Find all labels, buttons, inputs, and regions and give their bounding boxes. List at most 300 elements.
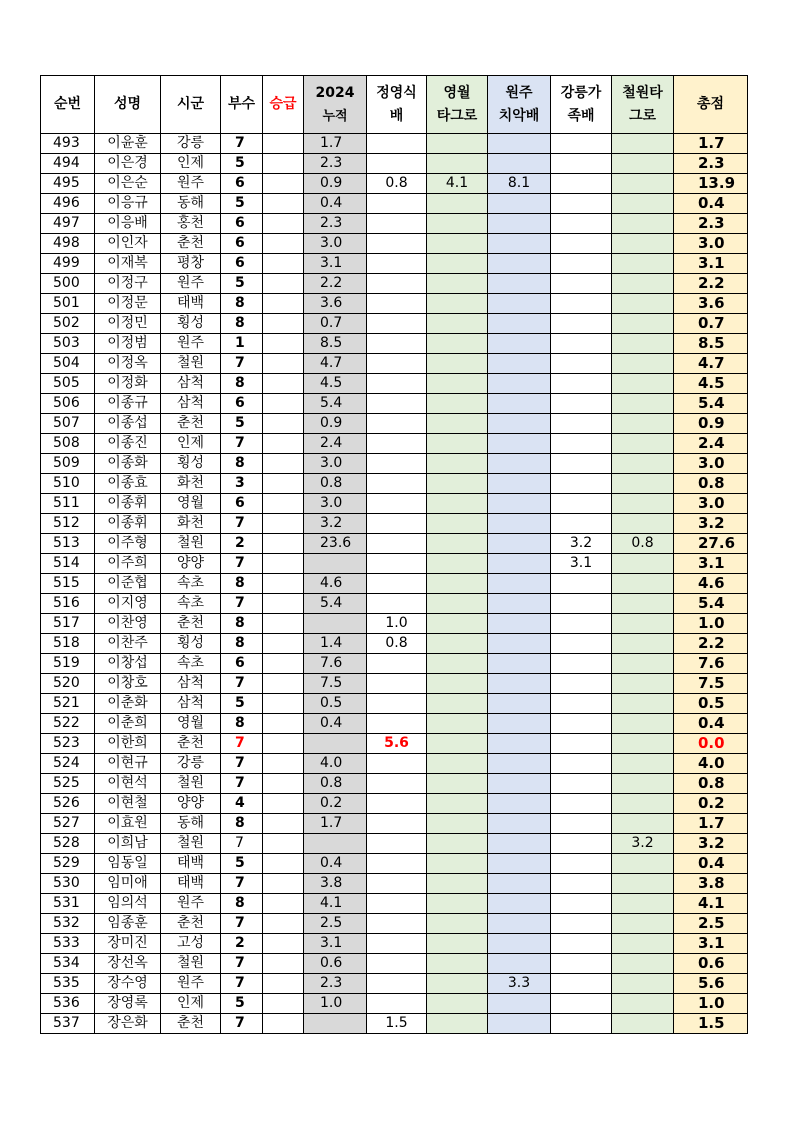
cell-2024: 3.1 <box>304 934 367 954</box>
cell-jys <box>367 754 427 774</box>
cell-promotion <box>263 734 304 754</box>
cell-city: 춘천 <box>161 1014 221 1034</box>
header-promotion: 승급 <box>263 76 304 134</box>
table-row <box>41 474 748 494</box>
cell-2024: 1.7 <box>304 134 367 154</box>
cell-2024: 0.2 <box>304 794 367 814</box>
cell-bu: 6 <box>221 394 263 414</box>
cell-no: 500 <box>41 274 95 294</box>
cell-wj <box>488 434 551 454</box>
cell-jys: 1.5 <box>367 1014 427 1034</box>
cell-no: 518 <box>41 634 95 654</box>
cell-promotion <box>263 374 304 394</box>
cell-cw <box>612 854 674 874</box>
cell-wj <box>488 154 551 174</box>
cell-promotion <box>263 234 304 254</box>
cell-promotion <box>263 314 304 334</box>
header-gn <box>551 76 612 134</box>
cell-city: 철원 <box>161 954 221 974</box>
cell-jys <box>367 554 427 574</box>
cell-total: 1.7 <box>674 814 748 834</box>
cell-gn <box>551 434 612 454</box>
cell-name: 이종효 <box>95 474 161 494</box>
cell-promotion <box>263 634 304 654</box>
cell-cw <box>612 474 674 494</box>
cell-yw <box>427 314 488 334</box>
cell-gn <box>551 774 612 794</box>
cell-bu: 4 <box>221 794 263 814</box>
cell-name: 이정문 <box>95 294 161 314</box>
cell-2024: 1.4 <box>304 634 367 654</box>
cell-total: 0.4 <box>674 194 748 214</box>
cell-bu: 7 <box>221 1014 263 1034</box>
header-total: 총점 <box>674 76 748 134</box>
cell-gn <box>551 154 612 174</box>
cell-city: 춘천 <box>161 614 221 634</box>
cell-city: 횡성 <box>161 454 221 474</box>
cell-bu: 7 <box>221 834 263 854</box>
cell-bu: 8 <box>221 574 263 594</box>
cell-total: 3.0 <box>674 494 748 514</box>
cell-yw <box>427 934 488 954</box>
cell-yw <box>427 354 488 374</box>
table-row <box>41 634 748 654</box>
cell-total: 3.8 <box>674 874 748 894</box>
cell-bu: 7 <box>221 754 263 774</box>
table-row <box>41 874 748 894</box>
cell-yw <box>427 614 488 634</box>
cell-jys <box>367 514 427 534</box>
cell-bu: 6 <box>221 214 263 234</box>
cell-yw <box>427 434 488 454</box>
cell-bu: 5 <box>221 274 263 294</box>
cell-yw <box>427 534 488 554</box>
cell-jys <box>367 694 427 714</box>
header-row <box>41 76 748 134</box>
cell-total: 4.7 <box>674 354 748 374</box>
cell-jys: 0.8 <box>367 634 427 654</box>
cell-wj <box>488 934 551 954</box>
cell-name: 이종규 <box>95 394 161 414</box>
cell-bu: 8 <box>221 814 263 834</box>
cell-gn <box>551 514 612 534</box>
cell-bu: 5 <box>221 854 263 874</box>
cell-bu: 5 <box>221 694 263 714</box>
cell-bu: 6 <box>221 234 263 254</box>
cell-gn <box>551 194 612 214</box>
cell-total: 2.2 <box>674 274 748 294</box>
cell-jys <box>367 574 427 594</box>
cell-name: 임동일 <box>95 854 161 874</box>
cell-cw <box>612 694 674 714</box>
cell-promotion <box>263 134 304 154</box>
cell-wj <box>488 874 551 894</box>
cell-yw <box>427 214 488 234</box>
cell-2024: 0.4 <box>304 194 367 214</box>
cell-bu: 8 <box>221 454 263 474</box>
cell-jys: 5.6 <box>367 734 427 754</box>
cell-name: 이종휘 <box>95 514 161 534</box>
cell-gn <box>551 874 612 894</box>
cell-gn <box>551 1014 612 1034</box>
cell-bu: 7 <box>221 974 263 994</box>
header-jys <box>367 76 427 134</box>
cell-gn <box>551 254 612 274</box>
cell-gn <box>551 594 612 614</box>
cell-bu: 7 <box>221 774 263 794</box>
cell-name: 이은순 <box>95 174 161 194</box>
cell-no: 536 <box>41 994 95 1014</box>
cell-jys <box>367 934 427 954</box>
table-row <box>41 334 748 354</box>
cell-bu: 8 <box>221 294 263 314</box>
table-row <box>41 674 748 694</box>
cell-jys <box>367 454 427 474</box>
table-row <box>41 294 748 314</box>
cell-no: 499 <box>41 254 95 274</box>
cell-no: 503 <box>41 334 95 354</box>
cell-yw <box>427 594 488 614</box>
cell-bu: 7 <box>221 594 263 614</box>
cell-name: 이응배 <box>95 214 161 234</box>
cell-total: 0.0 <box>674 734 748 754</box>
cell-bu: 6 <box>221 654 263 674</box>
cell-gn <box>551 854 612 874</box>
cell-cw <box>612 794 674 814</box>
cell-yw <box>427 554 488 574</box>
cell-yw <box>427 654 488 674</box>
cell-bu: 8 <box>221 634 263 654</box>
cell-2024 <box>304 734 367 754</box>
cell-wj <box>488 754 551 774</box>
cell-wj <box>488 654 551 674</box>
cell-city: 속초 <box>161 574 221 594</box>
table-body <box>41 134 748 1034</box>
cell-jys <box>367 234 427 254</box>
cell-promotion <box>263 474 304 494</box>
cell-bu: 7 <box>221 354 263 374</box>
cell-jys <box>367 594 427 614</box>
cell-cw <box>612 254 674 274</box>
cell-jys <box>367 214 427 234</box>
cell-yw <box>427 834 488 854</box>
cell-gn <box>551 674 612 694</box>
score-table <box>40 75 748 1034</box>
cell-jys <box>367 194 427 214</box>
cell-name: 이정옥 <box>95 354 161 374</box>
cell-wj <box>488 994 551 1014</box>
cell-cw <box>612 734 674 754</box>
table-row <box>41 834 748 854</box>
header-yw-line1: 영월 <box>443 84 471 101</box>
cell-gn <box>551 834 612 854</box>
cell-bu: 8 <box>221 714 263 734</box>
cell-cw <box>612 514 674 534</box>
cell-city: 인제 <box>161 434 221 454</box>
cell-gn <box>551 174 612 194</box>
cell-no: 529 <box>41 854 95 874</box>
cell-promotion <box>263 274 304 294</box>
cell-yw <box>427 254 488 274</box>
cell-city: 삼척 <box>161 374 221 394</box>
cell-no: 535 <box>41 974 95 994</box>
cell-promotion <box>263 794 304 814</box>
header-yw <box>427 76 488 134</box>
cell-name: 이정화 <box>95 374 161 394</box>
table-row <box>41 994 748 1014</box>
header-jys-line2: 배 <box>389 107 404 124</box>
cell-city: 횡성 <box>161 634 221 654</box>
cell-no: 498 <box>41 234 95 254</box>
cell-city: 홍천 <box>161 214 221 234</box>
cell-city: 고성 <box>161 934 221 954</box>
cell-name: 이창섭 <box>95 654 161 674</box>
cell-total: 3.0 <box>674 454 748 474</box>
cell-name: 임종훈 <box>95 914 161 934</box>
cell-cw <box>612 894 674 914</box>
cell-wj <box>488 1014 551 1034</box>
cell-no: 507 <box>41 414 95 434</box>
cell-bu: 5 <box>221 994 263 1014</box>
cell-jys: 0.8 <box>367 174 427 194</box>
table-row <box>41 394 748 414</box>
cell-name: 이윤훈 <box>95 134 161 154</box>
cell-2024: 0.6 <box>304 954 367 974</box>
cell-gn <box>551 494 612 514</box>
cell-wj <box>488 634 551 654</box>
cell-no: 510 <box>41 474 95 494</box>
table-row <box>41 374 748 394</box>
cell-wj <box>488 394 551 414</box>
cell-city: 삼척 <box>161 394 221 414</box>
cell-bu: 7 <box>221 874 263 894</box>
cell-name: 임의석 <box>95 894 161 914</box>
cell-no: 511 <box>41 494 95 514</box>
cell-wj <box>488 534 551 554</box>
cell-yw <box>427 414 488 434</box>
cell-promotion <box>263 694 304 714</box>
cell-promotion <box>263 954 304 974</box>
cell-2024: 3.8 <box>304 874 367 894</box>
cell-name: 이정민 <box>95 314 161 334</box>
cell-yw <box>427 494 488 514</box>
table-row <box>41 794 748 814</box>
table-row <box>41 354 748 374</box>
cell-jys <box>367 414 427 434</box>
cell-2024: 3.0 <box>304 454 367 474</box>
cell-promotion <box>263 174 304 194</box>
cell-no: 532 <box>41 914 95 934</box>
cell-no: 534 <box>41 954 95 974</box>
cell-jys <box>367 494 427 514</box>
cell-city: 원주 <box>161 334 221 354</box>
cell-total: 1.7 <box>674 134 748 154</box>
cell-cw <box>612 174 674 194</box>
cell-city: 화천 <box>161 514 221 534</box>
cell-jys <box>367 394 427 414</box>
cell-yw <box>427 394 488 414</box>
cell-city: 태백 <box>161 854 221 874</box>
cell-no: 528 <box>41 834 95 854</box>
cell-yw <box>427 374 488 394</box>
cell-yw <box>427 234 488 254</box>
cell-name: 이주희 <box>95 554 161 574</box>
cell-name: 이춘화 <box>95 694 161 714</box>
cell-total: 7.6 <box>674 654 748 674</box>
cell-2024: 3.1 <box>304 254 367 274</box>
cell-city: 양양 <box>161 554 221 574</box>
cell-bu: 5 <box>221 414 263 434</box>
cell-cw: 0.8 <box>612 534 674 554</box>
cell-gn <box>551 654 612 674</box>
cell-total: 2.4 <box>674 434 748 454</box>
cell-cw <box>612 714 674 734</box>
cell-total: 2.3 <box>674 154 748 174</box>
cell-yw <box>427 154 488 174</box>
cell-jys <box>367 134 427 154</box>
cell-jys: 1.0 <box>367 614 427 634</box>
cell-2024 <box>304 1014 367 1034</box>
cell-no: 513 <box>41 534 95 554</box>
cell-total: 1.0 <box>674 614 748 634</box>
cell-2024: 3.6 <box>304 294 367 314</box>
cell-yw <box>427 974 488 994</box>
cell-jys <box>367 254 427 274</box>
cell-cw <box>612 974 674 994</box>
cell-2024: 5.4 <box>304 394 367 414</box>
header-gn-line1: 강릉가 <box>560 84 602 101</box>
cell-city: 춘천 <box>161 734 221 754</box>
cell-2024: 7.5 <box>304 674 367 694</box>
cell-gn <box>551 334 612 354</box>
header-wj <box>488 76 551 134</box>
cell-yw <box>427 1014 488 1034</box>
cell-name: 이현철 <box>95 794 161 814</box>
cell-no: 505 <box>41 374 95 394</box>
header-cw-line2: 그로 <box>628 107 657 124</box>
cell-promotion <box>263 434 304 454</box>
cell-wj <box>488 834 551 854</box>
cell-no: 530 <box>41 874 95 894</box>
cell-city: 동해 <box>161 194 221 214</box>
table-row <box>41 134 748 154</box>
cell-bu: 5 <box>221 194 263 214</box>
cell-no: 525 <box>41 774 95 794</box>
cell-gn <box>551 314 612 334</box>
cell-no: 520 <box>41 674 95 694</box>
header-wj-line1: 원주 <box>505 84 533 101</box>
table-row <box>41 454 748 474</box>
cell-city: 화천 <box>161 474 221 494</box>
cell-promotion <box>263 994 304 1014</box>
cell-2024: 2.4 <box>304 434 367 454</box>
cell-jys <box>367 374 427 394</box>
cell-total: 3.1 <box>674 554 748 574</box>
table-row <box>41 614 748 634</box>
cell-cw <box>612 434 674 454</box>
cell-gn <box>551 274 612 294</box>
cell-no: 496 <box>41 194 95 214</box>
table-row <box>41 1014 748 1034</box>
cell-total: 3.0 <box>674 234 748 254</box>
cell-no: 506 <box>41 394 95 414</box>
cell-name: 이은경 <box>95 154 161 174</box>
cell-gn <box>551 134 612 154</box>
table-row <box>41 314 748 334</box>
table-row <box>41 894 748 914</box>
table-row <box>41 574 748 594</box>
cell-gn <box>551 574 612 594</box>
cell-city: 춘천 <box>161 914 221 934</box>
cell-yw <box>427 954 488 974</box>
cell-2024: 0.8 <box>304 774 367 794</box>
cell-yw <box>427 574 488 594</box>
cell-2024: 0.8 <box>304 474 367 494</box>
table-row <box>41 754 748 774</box>
cell-cw <box>612 654 674 674</box>
cell-city: 원주 <box>161 274 221 294</box>
cell-jys <box>367 434 427 454</box>
cell-gn <box>551 454 612 474</box>
cell-2024: 0.4 <box>304 714 367 734</box>
cell-no: 501 <box>41 294 95 314</box>
table-row <box>41 554 748 574</box>
cell-2024: 5.4 <box>304 594 367 614</box>
cell-city: 철원 <box>161 534 221 554</box>
cell-jys <box>367 674 427 694</box>
cell-cw <box>612 454 674 474</box>
cell-promotion <box>263 594 304 614</box>
cell-wj <box>488 734 551 754</box>
cell-promotion <box>263 534 304 554</box>
cell-cw <box>612 814 674 834</box>
cell-cw <box>612 334 674 354</box>
cell-wj <box>488 314 551 334</box>
cell-total: 0.6 <box>674 954 748 974</box>
cell-promotion <box>263 254 304 274</box>
cell-no: 494 <box>41 154 95 174</box>
cell-name: 이지영 <box>95 594 161 614</box>
cell-yw <box>427 294 488 314</box>
cell-name: 이종진 <box>95 434 161 454</box>
cell-no: 512 <box>41 514 95 534</box>
cell-yw <box>427 334 488 354</box>
cell-cw <box>612 414 674 434</box>
header-2024 <box>304 76 367 134</box>
cell-cw <box>612 754 674 774</box>
cell-wj <box>488 594 551 614</box>
cell-bu: 6 <box>221 174 263 194</box>
cell-wj <box>488 214 551 234</box>
header-no: 순번 <box>41 76 95 134</box>
cell-wj <box>488 554 551 574</box>
table-row <box>41 274 748 294</box>
table-row <box>41 774 748 794</box>
cell-promotion <box>263 834 304 854</box>
cell-gn <box>551 954 612 974</box>
cell-2024: 2.3 <box>304 974 367 994</box>
cell-wj: 3.3 <box>488 974 551 994</box>
cell-total: 1.0 <box>674 994 748 1014</box>
cell-gn <box>551 294 612 314</box>
cell-name: 이찬영 <box>95 614 161 634</box>
table-row <box>41 154 748 174</box>
cell-jys <box>367 774 427 794</box>
cell-total: 3.1 <box>674 254 748 274</box>
cell-city: 평창 <box>161 254 221 274</box>
cell-bu: 1 <box>221 334 263 354</box>
cell-promotion <box>263 934 304 954</box>
